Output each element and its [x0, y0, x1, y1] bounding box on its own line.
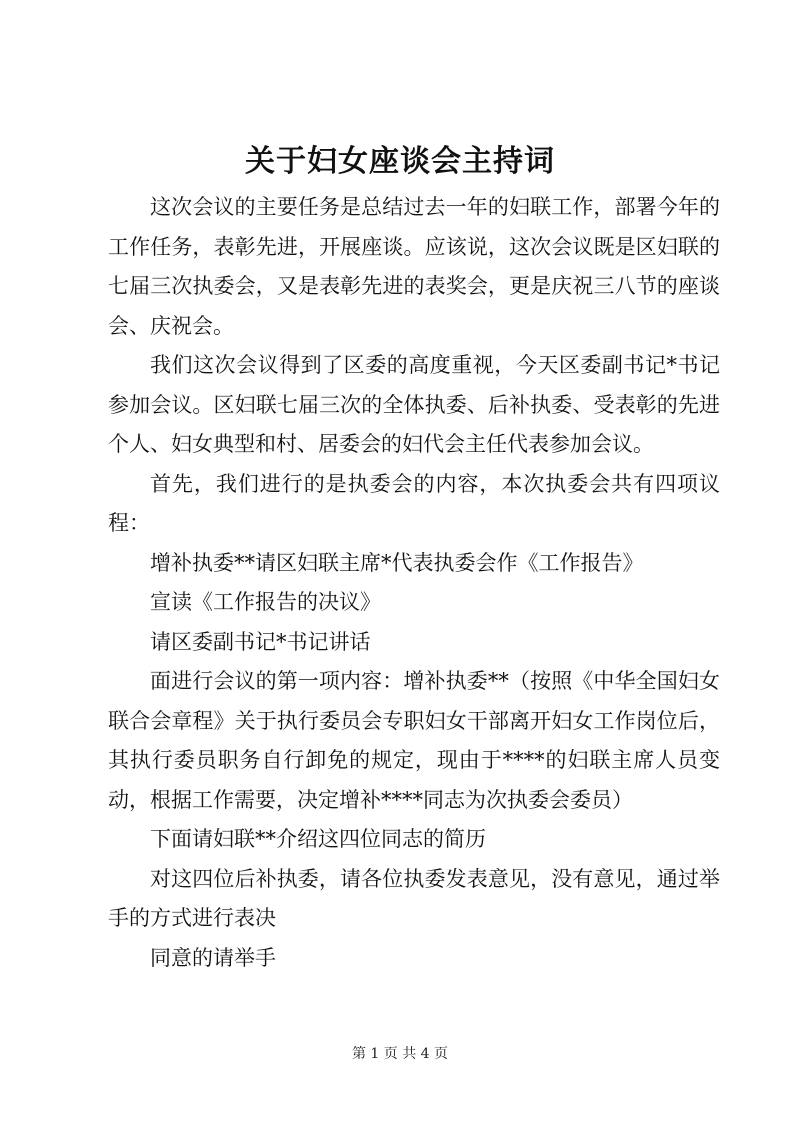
paragraph-raise-hands: 同意的请举手 [150, 945, 276, 970]
paragraph-agenda-intro: 首先，我们进行的是执委会的内容，本次执委会共有四项议程： [108, 471, 720, 535]
paragraph-first-item: 面进行会议的第一项内容：增补执委**（按照《中华全国妇女联合会章程》关于执行委员会专职妇女干部离开妇女工作岗位后，其执行委员职务自行卸免的规定，现由于****的妇联主席人员变动，根据工作需要，决定增补****同志为次执委会委员） [108, 669, 720, 812]
paragraph-vote: 对这四位后补执委，请各位执委发表意见，没有意见，通过举手的方式进行表决 [108, 866, 720, 930]
document-body [108, 188, 720, 978]
paragraph-agenda-item-2: 宣读《工作报告的决议》 [150, 590, 381, 614]
paragraph-attendees: 我们这次会议得到了区委的高度重视，今天区委副书记*书记参加会议。区妇联七届三次的全体执委、后补执委、受表彰的先进个人、妇女典型和村、居委会的妇代会主任代表参加会议。 [108, 353, 720, 456]
page-footer: 第 1 页 共 4 页 [351, 1046, 449, 1062]
paragraph-agenda-item-3: 请区委副书记*书记讲话 [150, 629, 371, 654]
paragraph-introduction: 下面请妇联**介绍这四位同志的简历 [150, 827, 486, 851]
paragraph-meeting-tasks: 这次会议的主要任务是总结过去一年的妇联工作，部署今年的工作任务，表彰先进，开展座谈。应该说，这次会议既是区妇联的七届三次执委会，又是表彰先进的表奖会，更是庆祝三八节的座谈会、庆祝会。 [108, 195, 720, 338]
paragraph-agenda-item-1: 增补执委**请区妇联主席*代表执委会作《工作报告》 [150, 550, 644, 575]
document-title: 关于妇女座谈会主持词 [245, 144, 555, 179]
